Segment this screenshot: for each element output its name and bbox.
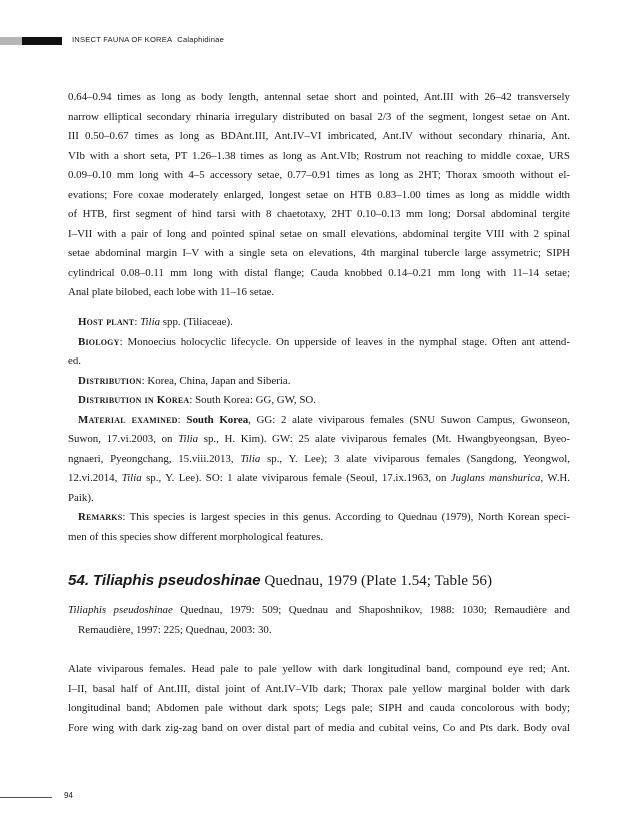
description-line: cylindrical 0.08–0.11 mm long with distal flange; Cauda knobbed 0.14–0.21 mm long with 11–14 setae; xyxy=(68,266,570,279)
material-host: Juglans manshurica xyxy=(450,472,541,484)
description-line: narrow elliptical secondary rhinaria irregulary distributed on basal 2/3 of the segment, longest setae on Ant. xyxy=(68,110,570,123)
biology-text: : Monoecius holocyclic lifecycle. On upperside of leaves in the nymphal stage. Often ant attend- xyxy=(119,335,570,348)
material-host: Tilia xyxy=(240,452,261,465)
header-gray-bar xyxy=(0,37,22,45)
material-label: Material examined xyxy=(78,413,178,426)
distribution-label: Distribution xyxy=(78,374,142,387)
remarks-continuation: men of this species show different morphological features. xyxy=(68,530,324,543)
host-plant-text: spp. (Tiliaceae). xyxy=(160,316,233,328)
footer-rule xyxy=(0,797,52,798)
species-notes xyxy=(68,313,570,547)
description-paragraph xyxy=(68,88,570,303)
remarks-entry xyxy=(68,508,570,528)
alate-line: I–II, basal half of Ant.III, distal joint of Ant.IV–VIb dark; Thorax pale yellow marginal bolder with dark xyxy=(68,682,570,695)
material-text: sp., Y. Lee); 3 alate viviparous females (Sangdong, Yeongwol, xyxy=(260,452,571,465)
material-host: Tilia xyxy=(178,433,199,445)
material-text: , W.H. xyxy=(540,472,570,484)
species-name: Tiliaphis pseudoshinae xyxy=(92,572,261,589)
synonymy-line: Remaudière, 1997: 225; Quednau, 2003: 30. xyxy=(78,623,272,636)
material-line xyxy=(68,430,570,450)
description-line: 0.09–0.10 mm long with 4–5 accessory setae, 0.77–0.91 times as long as 2HT; Thorax smooth without el- xyxy=(68,169,570,181)
species-number: 54. xyxy=(68,572,90,589)
material-sep: : xyxy=(177,413,187,426)
synonymy-line xyxy=(68,601,570,621)
material-country: South Korea xyxy=(186,413,249,426)
material-text: Suwon, 17.vi.2003, on xyxy=(68,433,179,445)
material-line xyxy=(68,469,570,489)
page-number: 94 xyxy=(64,791,73,800)
remarks-text: : This species is largest species in this genus. According to Quednau (1979), North Korean speci- xyxy=(122,511,570,523)
alate-line: Fore wing with dark zig-zag band on over distal part of media and cubital veins, Co and Pts dark. Body oval xyxy=(68,721,570,734)
synonymy-text: Quednau, 1979: 509; Quednau and Shaposhnikov, 1988: 1030; Remaudière and xyxy=(172,604,570,616)
alate-description xyxy=(68,660,570,738)
running-header xyxy=(72,35,224,44)
description-line: setae abdominal margin I–V with a single seta on elevations, 4th marginal tubercle large assymetric; SIPH xyxy=(68,247,570,259)
description-line: VIb with a short seta, PT 1.26–1.38 times as long as Ant.VIb; Rostrum not reaching to middle coxae, URS xyxy=(68,149,570,162)
biology-label: Biology xyxy=(78,335,120,348)
running-header-subtitle: Calaphidinae xyxy=(177,35,225,44)
material-text: 12.vi.2014, xyxy=(68,472,122,484)
biology-continuation: ed. xyxy=(68,355,82,367)
distribution-text: : Korea, China, Japan and Siberia. xyxy=(141,374,291,387)
distribution-korea-entry xyxy=(68,391,570,411)
host-plant-label: Host plant xyxy=(78,316,135,328)
material-text: sp., Y. Lee). SO: 1 alate viviparous female (Seoul, 17.ix.1963, on xyxy=(141,472,451,484)
description-line: of HTB, first segment of hind tarsi with 8 chaetotaxy, 2HT 0.10–0.13 mm long; Dorsal abdominal tergite xyxy=(68,208,570,220)
running-header-title: INSECT FAUNA OF KOREA xyxy=(72,35,173,44)
description-line: III 0.50–0.67 times as long as BDAnt.III, Ant.IV–VI imbricated, Ant.IV without secondary rhinaria, Ant. xyxy=(68,130,570,142)
host-plant-sep: : xyxy=(134,316,141,328)
synonymy-paragraph xyxy=(68,601,570,640)
description-line: 0.64–0.94 times as long as body length, antennal setae short and pointed, Ant.III with 26–42 transversely xyxy=(68,91,570,103)
distribution-korea-label: Distribution in Korea xyxy=(78,394,190,406)
material-line: Paik). xyxy=(68,491,94,504)
description-line: evations; Fore coxae moderately enlarged, longest setae on HTB 0.83–1.00 times as long as middle width xyxy=(68,188,570,201)
synonymy-name: Tiliaphis pseudoshinae xyxy=(68,604,173,616)
description-line: Anal plate bilobed, each lobe with 11–16 setae. xyxy=(68,286,275,298)
material-text: , GG: 2 alate viviparous females (SNU Suwon Campus, Gwonseon, xyxy=(248,413,570,426)
description-line: I–VII with a pair of long and pointed spinal setae on small elevations, abdominal tergite VIII with 2 spinal xyxy=(68,227,570,240)
material-line xyxy=(68,450,570,470)
alate-line: Alate viviparous females. Head pale to pale yellow with dark longitudinal band, compound eye red; Ant. xyxy=(68,663,570,675)
material-text: sp., H. Kim). GW: 25 alate viviparous females (Mt. Hwangbyeongsan, Byeo- xyxy=(198,433,570,445)
alate-line: longitudinal band; Abdomen pale without dark spots; Legs pale; SIPH and cauda concolorous with body; xyxy=(68,702,570,714)
header-black-bar xyxy=(22,37,62,45)
biology-entry xyxy=(68,333,570,353)
species-heading xyxy=(68,572,570,590)
distribution-entry xyxy=(68,372,570,392)
species-authority: Quednau, 1979 (Plate 1.54; Table 56) xyxy=(260,572,493,589)
remarks-label: Remarks xyxy=(78,511,123,523)
material-text: ngnaeri, Pyeongchang, 15.viii.2013, xyxy=(68,452,241,465)
host-plant-entry xyxy=(68,313,570,333)
material-host: Tilia xyxy=(121,472,142,484)
material-entry xyxy=(68,411,570,431)
distribution-korea-text: : South Korea: GG, GW, SO. xyxy=(189,394,316,406)
host-plant-genus: Tilia xyxy=(140,316,161,328)
